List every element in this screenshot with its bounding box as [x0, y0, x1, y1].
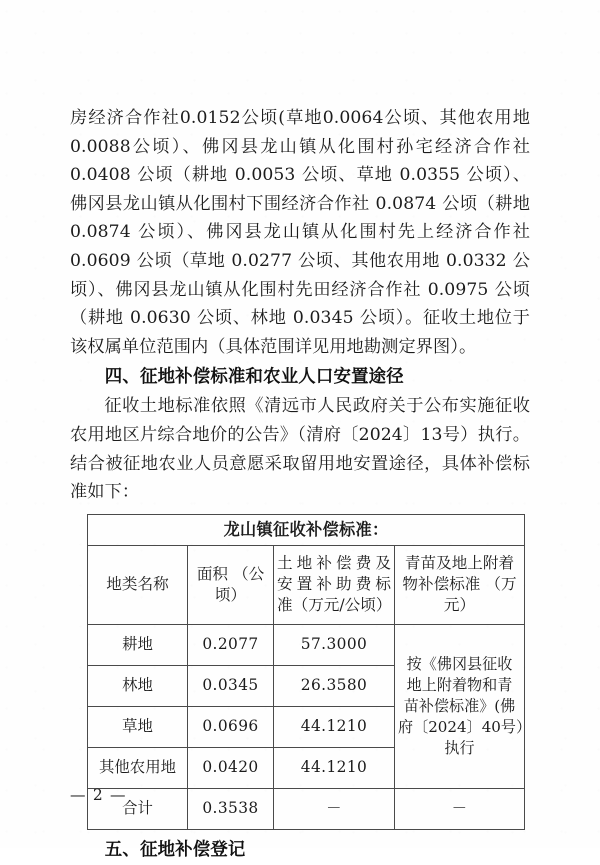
paragraph-compensation-basis: 征收土地标准依照《清远市人民政府关于公布实施征收农用地区片综合地价的公告》（清府〔2024〕13号）执行。结合被征地农业人员意愿采取留用地安置途径，具体补偿标准如下： — [70, 396, 530, 503]
column-header-land-type: 地类名称 — [88, 545, 188, 624]
merged-note-line2: 地上附着物和青 — [406, 675, 513, 694]
table-caption: 龙山镇征收补偿标准： — [88, 514, 525, 545]
heading-section-four: 四、征地补偿标准和农业人口安置途径 — [104, 367, 404, 388]
column-header-area-line1: 面积 — [196, 564, 229, 583]
paragraph-continued-land-parcels: 房经济合作社0.0152公顷(草地0.0064公顷、其他农用地0.0088公顷）、佛冈县龙山镇从化围村孙宅经济合作社 0.0408 公顷（耕地 0.0053 公顷、草地 0.0355 公顷）、佛冈县龙山镇从化围村下围经济合作社 0.0874 公顷（耕地 0.0874 公顷）、佛冈县龙山镇从化围村先上经济合作社 0.0609 公顷（草地 0.0277 公顷、其他农用地 0.0332 公顷）、佛冈县龙山镇从化围村先田经济合作社 0.0975 公顷（耕地 0.0630 公顷、林地 0.0345 公顷）。征收土地位于该权属单位范围内（具体范围详见用地勘测定界图）。 — [70, 108, 530, 357]
cell-land-type: 草地 — [88, 706, 188, 747]
column-header-crop-compensation — [395, 545, 525, 624]
cell-area: 0.2077 — [188, 624, 274, 665]
cell-area: 0.0420 — [188, 747, 274, 788]
column-header-area-line2: （公顷） — [214, 564, 265, 604]
column-header-land-compensation-line3: 准（万元/公顷） — [277, 596, 392, 615]
compensation-table-wrapper — [87, 514, 532, 830]
cell-standard: 44.1210 — [274, 747, 395, 788]
cell-total-label: 合计 — [88, 788, 188, 829]
cell-total-standard: － — [274, 788, 395, 829]
page-number: — 2 — — [70, 786, 127, 804]
table-caption-row — [88, 514, 525, 545]
cell-standard: 26.3580 — [274, 665, 395, 706]
column-header-land-compensation-line2: 安置补助费标 — [277, 575, 391, 594]
column-header-land-compensation — [274, 545, 395, 624]
table-total-row — [88, 788, 525, 829]
merged-note-line3: 苗补偿标准》(佛 — [403, 696, 516, 715]
cell-total-compensation: － — [395, 788, 525, 829]
compensation-standards-table — [87, 514, 532, 830]
merged-note-line5: 执行 — [444, 738, 475, 757]
cell-land-type: 耕地 — [88, 624, 188, 665]
table-header-row — [88, 545, 525, 624]
column-header-area — [188, 545, 274, 624]
heading-section-five: 五、征地补偿登记 — [104, 839, 246, 860]
cell-crop-compensation-note — [395, 624, 532, 788]
table-row — [88, 624, 525, 665]
cell-area: 0.0696 — [188, 706, 274, 747]
cell-standard: 44.1210 — [274, 706, 395, 747]
document-body — [70, 104, 530, 865]
column-header-crop-compensation-line2: 物补偿标准 — [402, 575, 481, 594]
column-header-land-compensation-line1: 土地补偿费及 — [277, 554, 391, 573]
column-header-crop-compensation-line1: 青苗及地上附着 — [404, 554, 515, 573]
cell-land-type: 林地 — [88, 665, 188, 706]
column-header-crop-compensation-line3: （万元） — [443, 575, 517, 615]
cell-standard: 57.3000 — [274, 624, 395, 665]
cell-land-type: 其他农用地 — [88, 747, 188, 788]
merged-note-line4: 府〔2024〕40号） — [398, 717, 532, 736]
cell-total-area: 0.3538 — [188, 788, 274, 829]
merged-note-line1: 按《佛冈县征收 — [406, 654, 513, 673]
cell-area: 0.0345 — [188, 665, 274, 706]
